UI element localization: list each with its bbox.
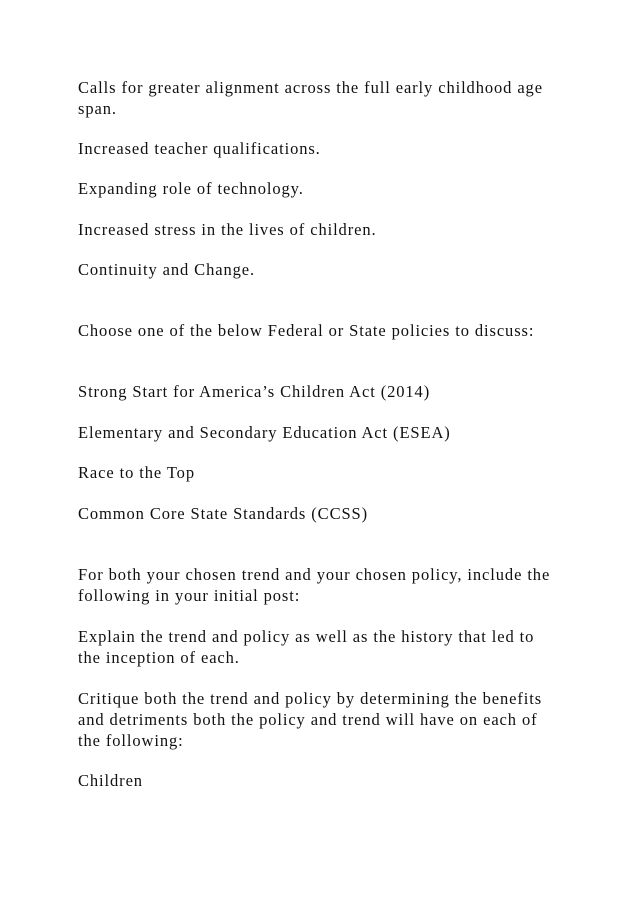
paragraph-line: Choose one of the below Federal or State policies to discuss: — [78, 321, 535, 340]
paragraph-line: Expanding role of technology. — [78, 179, 304, 198]
paragraph-line: following in your initial post: — [78, 586, 301, 605]
paragraph-line: Strong Start for America’s Children Act (2014) — [78, 382, 431, 401]
paragraph-line: Calls for greater alignment across the full early childhood age — [78, 78, 543, 97]
paragraph-line: Elementary and Secondary Education Act (ESEA) — [78, 423, 451, 442]
paragraph-line: Explain the trend and policy as well as the history that led to — [78, 627, 535, 646]
paragraph-line: Increased stress in the lives of children. — [78, 220, 377, 239]
paragraph-line: For both your chosen trend and your chosen policy, include the — [78, 565, 551, 584]
paragraph-line: the inception of each. — [78, 648, 240, 667]
paragraph-line: span. — [78, 99, 117, 118]
paragraph-line: the following: — [78, 731, 184, 750]
paragraph-line: Race to the Top — [78, 463, 195, 482]
paragraph-line: Continuity and Change. — [78, 260, 255, 279]
paragraph-line: Critique both the trend and policy by determining the benefits — [78, 689, 543, 708]
paragraph-line: Increased teacher qualifications. — [78, 139, 321, 158]
paragraph-line: Children — [78, 771, 143, 790]
paragraph-line: Common Core State Standards (CCSS) — [78, 504, 369, 523]
paragraph-line: and detriments both the policy and trend will have on each of — [78, 710, 538, 729]
